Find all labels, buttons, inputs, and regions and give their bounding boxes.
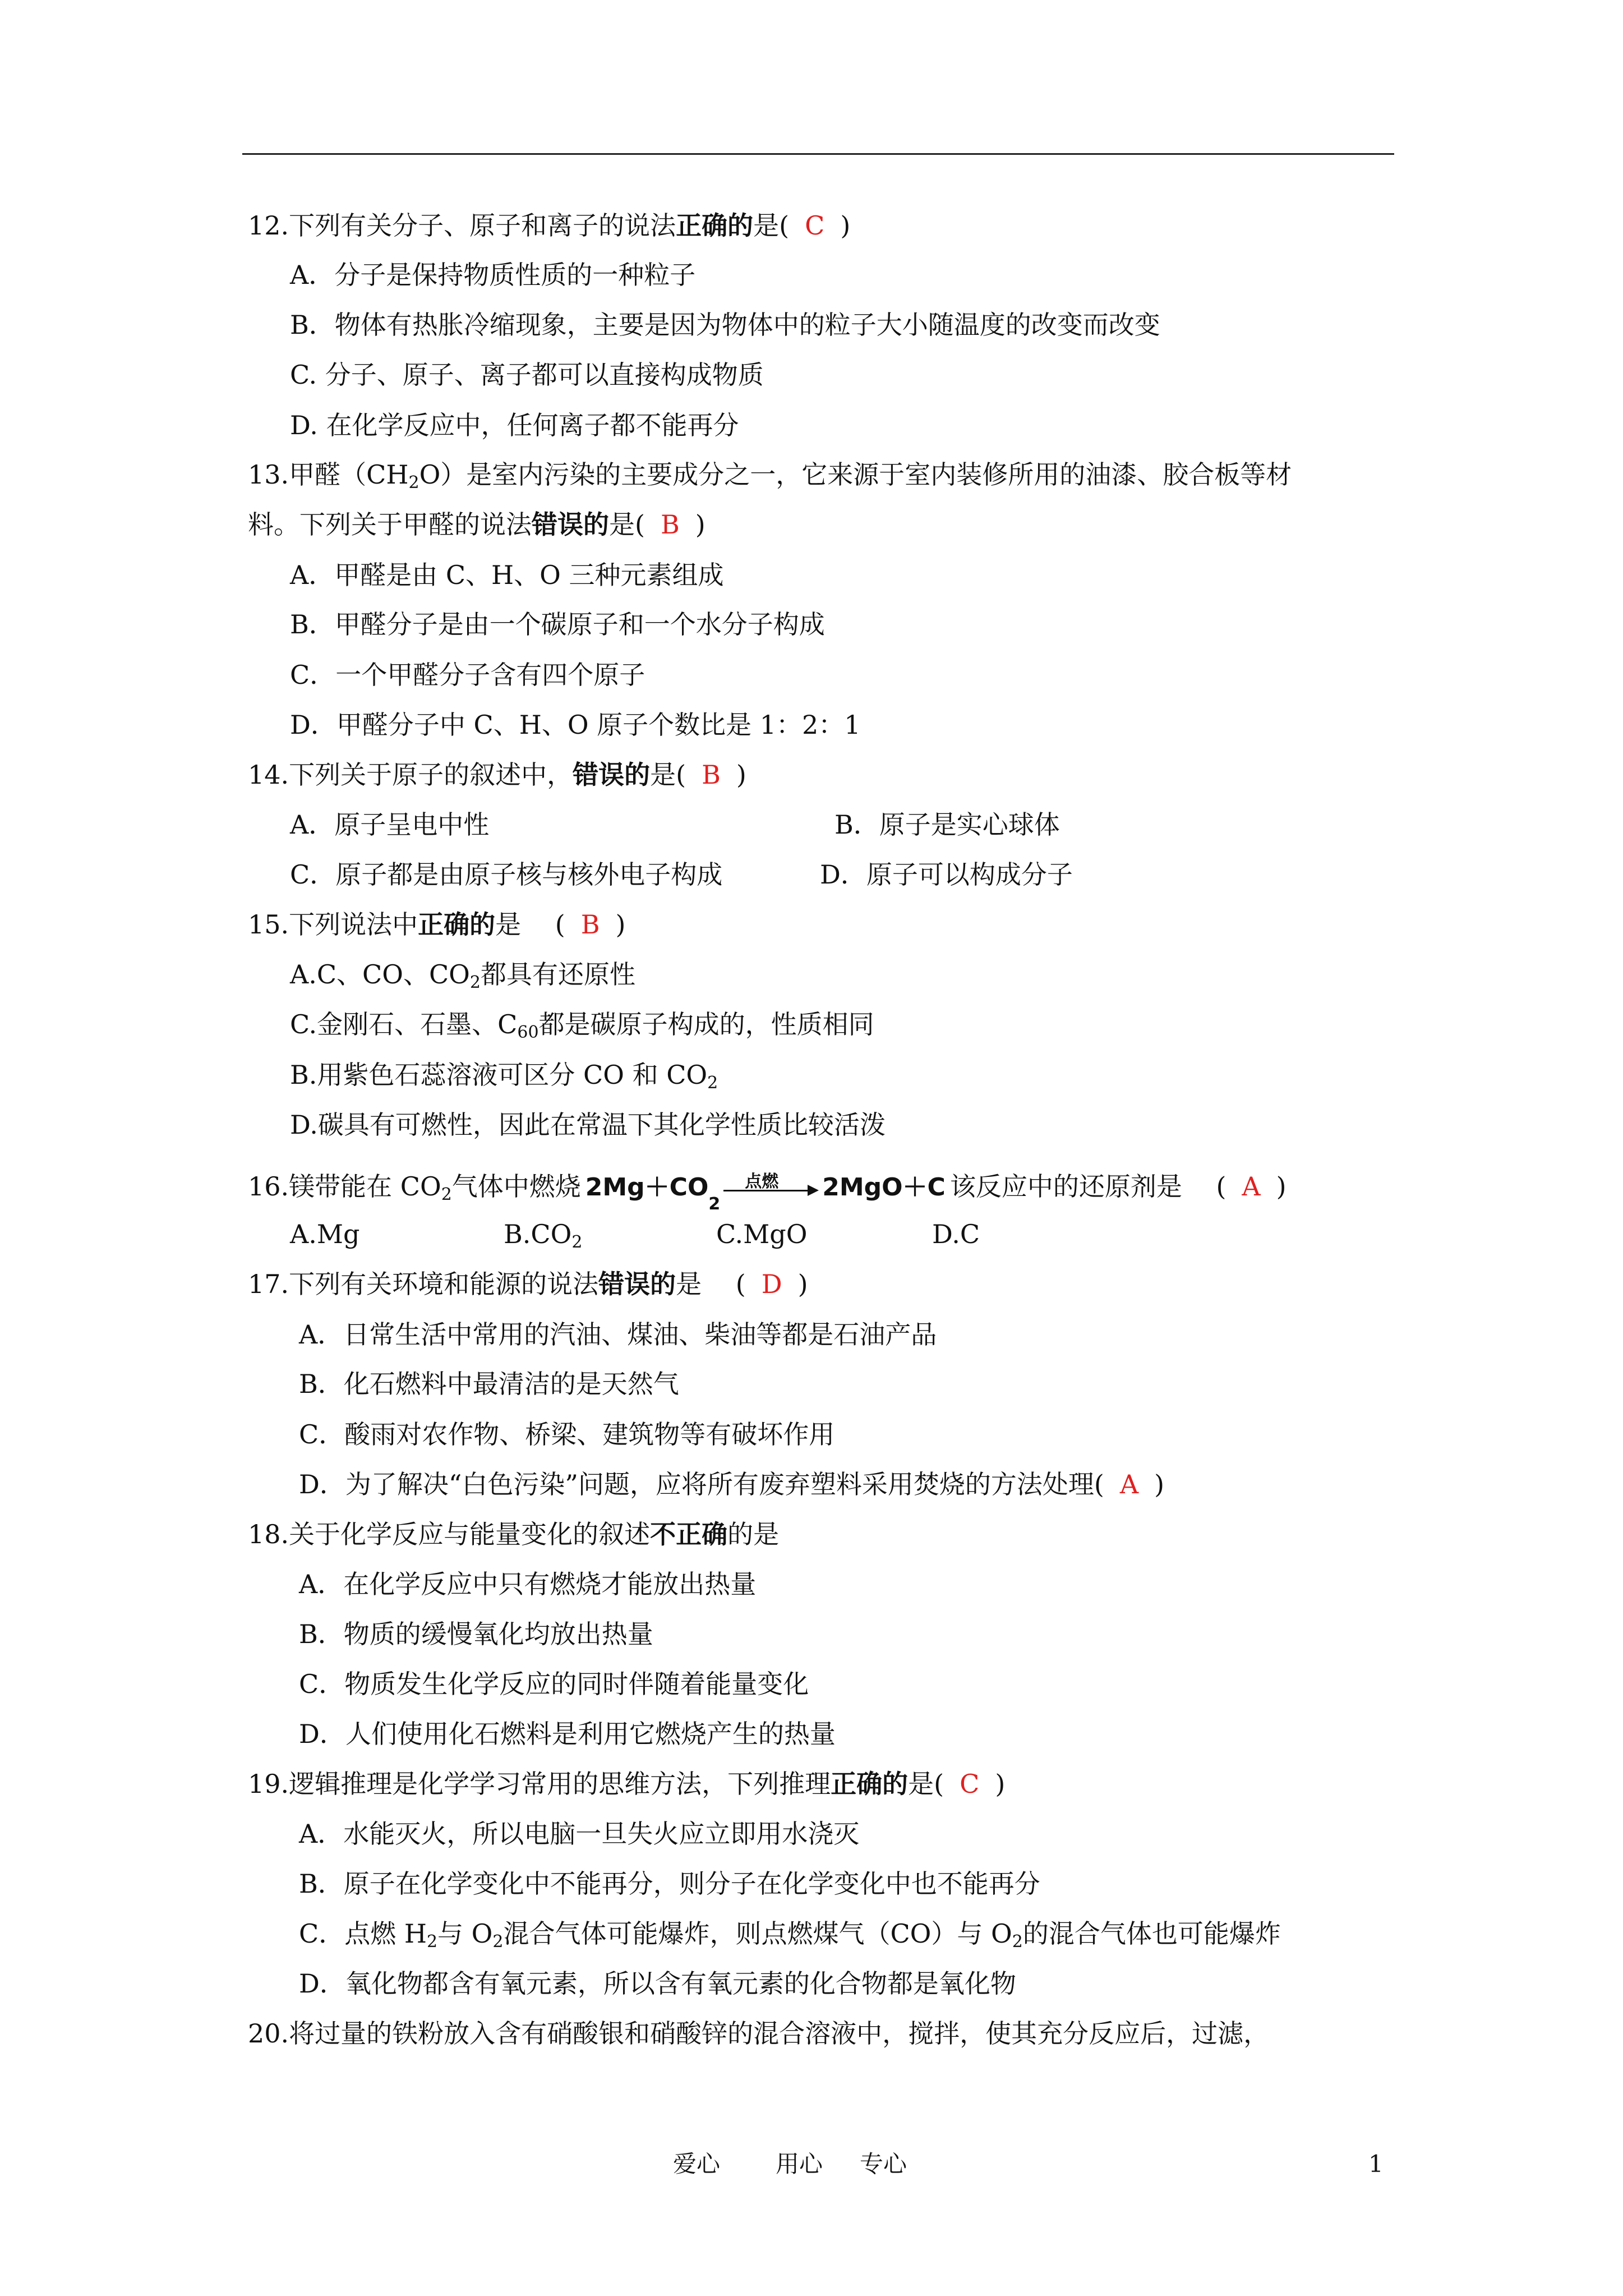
question-19-stem: 19.逻辑推理是化学学习常用的思维方法，下列推理正确的是( C ) (248, 1767, 1005, 1801)
q15-statement-3: B.用紫色石蕊溶液可区分 CO 和 $CO_2$ (290, 1060, 718, 1093)
reaction-equation: 2Mg＋CO 2 点燃 2MgO＋C (585, 1172, 946, 1214)
q13-option-c: C．一个甲醛分子含有四个原子 (290, 660, 645, 690)
header-rule (242, 153, 1394, 155)
reaction-arrow: 点燃 (723, 1171, 819, 1204)
q12-option-a: A．分子是保持物质性质的一种粒子 (290, 260, 696, 290)
question-13-stem: 13.甲醛$(CH_2O)$是室内污染的主要成分之一，它来源于室内装修所用的油漆、胶合板等材 (248, 459, 1292, 493)
page-number: 1 (1368, 2150, 1384, 2178)
footer-text-1: 爱心 (673, 2150, 721, 2178)
question-12-stem: 12.下列有关分子、原子和离子的说法正确的是( C ) (248, 209, 850, 242)
q19-option-b: B．原子在化学变化中不能再分，则分子在化学变化中也不能再分 (299, 1869, 1040, 1899)
footer-text-3: 专心 (860, 2150, 907, 2178)
question-20-stem: 20.将过量的铁粉放入含有硝酸银和硝酸锌的混合溶液中，搅拌，使其充分反应后，过滤， (248, 2018, 1270, 2049)
q13-option-b: B．甲醛分子是由一个碳原子和一个水分子构成 (290, 609, 825, 639)
q12-option-c: C. 分子、原子、离子都可以直接构成物质 (290, 360, 764, 390)
q16-option-d: D.C (932, 1219, 980, 1249)
q16-option-b: $B.CO_2$ (504, 1219, 583, 1252)
q14-option-c: C．原子都是由原子核与核外电子构成 (290, 859, 723, 890)
q18-option-c: C．物质发生化学反应的同时伴随着能量变化 (299, 1669, 809, 1699)
q17-option-d: D．为了解决“白色污染”问题，应将所有废弃塑料采用焚烧的方法处理( A ) (299, 1467, 1164, 1501)
question-15-stem: 15.下列说法中正确的是 ( B ) (248, 908, 626, 941)
answer-13: B (660, 509, 680, 540)
q13-option-d: D．甲醛分子中 C、H、O 原子个数比是 1：2：1 (290, 710, 861, 740)
q12-option-d: D. 在化学反应中，任何离子都不能再分 (290, 410, 739, 440)
answer-16: A (1242, 1171, 1261, 1202)
footer-text-2: 用心 (776, 2150, 823, 2178)
q16-option-a: A.Mg (290, 1219, 360, 1249)
q19-option-d: D．氧化物都含有氧元素，所以含有氧元素的化合物都是氧化物 (299, 1968, 1016, 1999)
q19-option-c: C．点燃 $H_2$与 $O_2$混合气体可能爆炸，则点燃煤气（CO）与 $O_2$的混合气体也可能爆炸 (299, 1918, 1281, 1952)
question-14-stem: 14.下列关于原子的叙述中，错误的是( B ) (248, 758, 746, 792)
question-13-stem-cont: 料。下列关于甲醛的说法错误的是( B ) (248, 508, 706, 541)
answer-12: C (805, 210, 825, 241)
q18-option-d: D．人们使用化石燃料是利用它燃烧产生的热量 (299, 1719, 836, 1749)
question-17-stem: 17.下列有关环境和能源的说法错误的是 ( D ) (248, 1267, 808, 1301)
q18-option-b: B．物质的缓慢氧化均放出热量 (299, 1619, 653, 1649)
answer-14: B (702, 760, 721, 790)
q13-option-a: A．甲醛是由 C、H、O 三种元素组成 (290, 560, 724, 590)
answer-17-d: A (1119, 1469, 1139, 1499)
q15-statement-2: C.金刚石、石墨、$C_{60}$都是碳原子构成的，性质相同 (290, 1009, 874, 1042)
question-16-stem: 16.镁带能在 $CO_2$气体中燃烧 2Mg＋CO 2 点燃 2MgO＋C 该反应中的还原剂是 ( A ) (248, 1170, 1287, 1204)
answer-15: B (580, 909, 600, 940)
q17-option-a: A．日常生活中常用的汽油、煤油、柴油等都是石油产品 (299, 1319, 937, 1350)
q12-option-b: B．物体有热胀冷缩现象，主要是因为物体中的粒子大小随温度的改变而改变 (290, 310, 1160, 340)
q15-statement-1: A.C、CO、$CO_2$都具有还原性 (290, 959, 635, 992)
q16-option-c: C.MgO (716, 1219, 808, 1249)
q18-option-a: A．在化学反应中只有燃烧才能放出热量 (299, 1569, 757, 1599)
q14-option-d: D．原子可以构成分子 (820, 859, 1073, 890)
answer-19: C (960, 1769, 980, 1799)
q17-option-b: B．化石燃料中最清洁的是天然气 (299, 1369, 679, 1399)
q19-option-a: A．水能灭火，所以电脑一旦失火应立即用水浇灭 (299, 1819, 860, 1849)
q17-option-c: C．酸雨对农作物、桥梁、建筑物等有破坏作用 (299, 1419, 835, 1450)
q14-option-b: B．原子是实心球体 (834, 809, 1060, 840)
answer-17: D (761, 1269, 782, 1299)
q15-statement-4: D.碳具有可燃性，因此在常温下其化学性质比较活泼 (290, 1110, 886, 1140)
q14-option-a: A．原子呈电中性 (290, 809, 490, 840)
question-18-stem: 18.关于化学反应与能量变化的叙述不正确的是 (248, 1519, 780, 1549)
